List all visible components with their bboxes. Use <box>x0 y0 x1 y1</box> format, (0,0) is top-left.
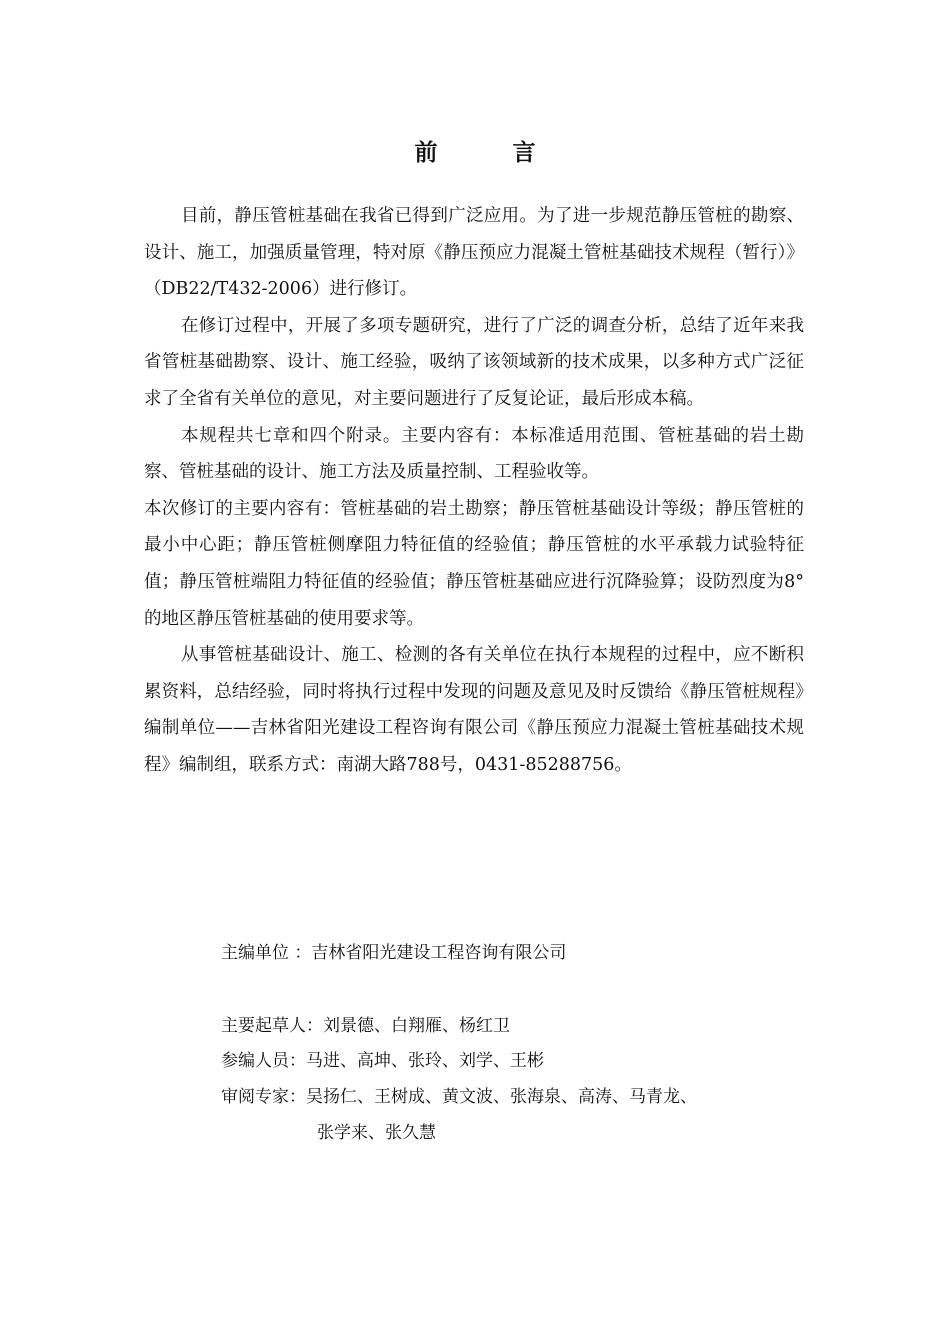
preface-body <box>144 198 804 784</box>
paragraph-4: 本次修订的主要内容有：管桩基础的岩土勘察；静压管桩基础设计等级；静压管桩的最小中心距；静压管桩侧摩阻力特征值的经验值；静压管桩的水平承载力试验特征值；静压管桩端阻力特征值的经验值；静压管桩基础应进行沉降验算；设防烈度为8°的地区静压管桩基础的使用要求等。 <box>144 498 804 629</box>
paragraph-1: 目前，静压管桩基础在我省已得到广泛应用。为了进一步规范静压管桩的勘察、设计、施工，加强质量管理，特对原《静压预应力混凝土管桩基础技术规程（暂行）》（DB22/T432-2006）进行修订。 <box>144 206 804 300</box>
paragraph-3: 本规程共七章和四个附录。主要内容有：本标准适用范围、管桩基础的岩土勘察、管桩基础的设计、施工方法及质量控制、工程验收等。 <box>144 425 804 483</box>
chief-unit-line: 主编单位 ：吉林省阳光建设工程咨询有限公司 <box>221 943 567 963</box>
page-title: 前 言 <box>414 139 562 166</box>
paragraph-2: 在修订过程中，开展了多项专题研究，进行了广泛的调查分析，总结了近年来我省管桩基础勘察、设计、施工经验，吸纳了该领域新的技术成果，以多种方式广泛征求了全省有关单位的意见，对主要问题进行了反复论证，最后形成本稿。 <box>144 315 804 409</box>
paragraph-5: 从事管桩基础设计、施工、检测的各有关单位在执行本规程的过程中，应不断积累资料，总结经验，同时将执行过程中发现的问题及意见及时反馈给《静压管桩规程》编制单位——吉林省阳光建设工程咨询有限公司《静压预应力混凝土管桩基础技术规程》编制组，联系方式：南湖大路788号，0431-85288756。 <box>144 645 804 775</box>
participants-line: 参编人员：马进、高坤、张玲、刘学、王彬 <box>221 1051 544 1071</box>
reviewers-line: 审阅专家：吴扬仁、王树成、黄文波、张海泉、高涛、马青龙、 <box>221 1087 697 1107</box>
drafters-line: 主要起草人：刘景德、白翔雁、杨红卫 <box>221 1016 510 1036</box>
reviewers-continuation-line: 张学来、张久慧 <box>317 1123 436 1143</box>
